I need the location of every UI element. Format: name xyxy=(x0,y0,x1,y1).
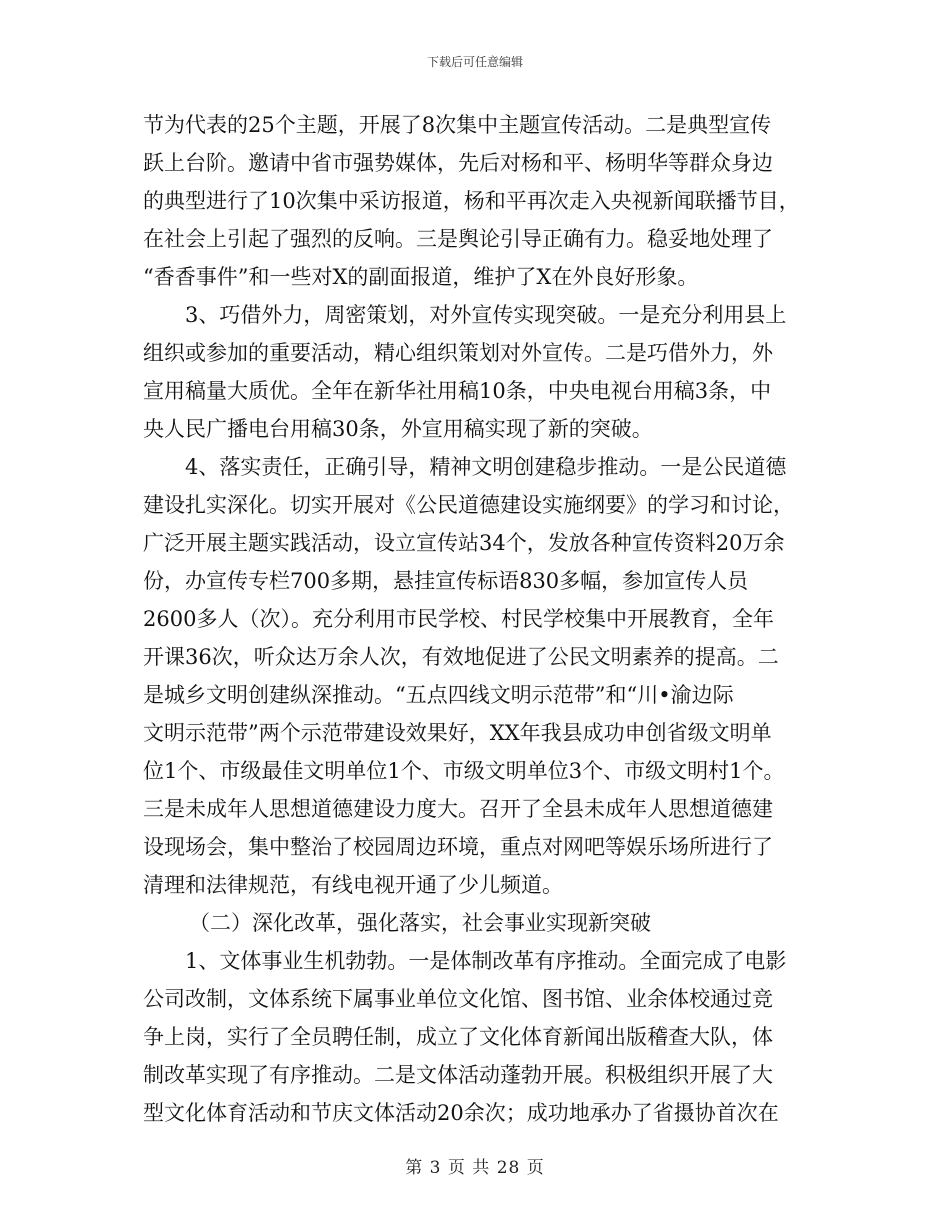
text-line: 的典型进行了10次集中采访报道，杨和平再次走入央视新闻联播节目， xyxy=(143,189,800,213)
text-line: 公司改制，文体系统下属事业单位文化馆、图书馆、业余体校通过竞 xyxy=(143,987,773,1011)
text-line: 建设扎实深化。切实开展对《公民道德建设实施纲要》的学习和讨论， xyxy=(143,493,794,517)
text-line: 争上岗，实行了全员聘任制，成立了文化体育新闻出版稽查大队，体 xyxy=(143,1025,773,1049)
text-line: 份，办宣传专栏700多期，悬挂宣传标语830多幅，参加宣传人员 xyxy=(143,569,749,593)
text-line: 宣用稿量大质优。全年在新华社用稿10条，中央电视台用稿3条，中 xyxy=(143,379,772,403)
page-header-note: 下载后可任意编辑 xyxy=(426,55,523,69)
paragraph-start-line: 1、文体事业生机勃勃。一是体制改革有序推动。全面完成了电影 xyxy=(185,949,787,973)
text-line: 位1个、市级最佳文明单位1个、市级文明单位3个、市级文明村1个。 xyxy=(143,759,785,783)
text-line: 三是未成年人思想道德建设力度大。召开了全县未成年人思想道德建 xyxy=(143,797,773,821)
text-line: 广泛开展主题实践活动，设立宣传站34个，发放各种宣传资料20万余 xyxy=(143,531,785,555)
text-line: 跃上台阶。邀请中省市强势媒体，先后对杨和平、杨明华等群众身边 xyxy=(143,151,773,175)
text-line: 是城乡文明创建纵深推动。“五点四线文明示范带”和“川•渝边际 xyxy=(143,683,734,707)
page-number: 第 3 页 共 28 页 xyxy=(405,1158,545,1178)
text-line: 开课36次，听众达万余人次，有效地促进了公民文明素养的提高。二 xyxy=(143,645,779,669)
text-line: 设现场会，集中整治了校园周边环境，重点对网吧等娱乐场所进行了 xyxy=(143,835,773,859)
text-line: 组织或参加的重要活动，精心组织策划对外宣传。二是巧借外力，外 xyxy=(143,341,773,365)
text-line: 央人民广播电台用稿30条，外宣用稿实现了新的突破。 xyxy=(143,417,653,441)
text-line: 节为代表的25个主题，开展了8次集中主题宣传活动。二是典型宣传 xyxy=(143,113,772,137)
text-line: “香香事件”和一些对X的副面报道，维护了X在外良好形象。 xyxy=(143,265,699,289)
text-line: 文明示范带”两个示范带建设效果好，XX年我县成功申创省级文明单 xyxy=(143,721,772,745)
paragraph-start-line: 3、巧借外力，周密策划，对外宣传实现突破。一是充分利用县上 xyxy=(185,303,787,327)
text-line: 在社会上引起了强烈的反响。三是舆论引导正确有力。稳妥地处理了 xyxy=(143,227,773,251)
text-line: 型文化体育活动和节庆文体活动20余次；成功地承办了省摄协首次在 xyxy=(143,1101,779,1125)
text-line: 清理和法律规范，有线电视开通了少儿频道。 xyxy=(143,873,563,897)
section-heading: （二）深化改革，强化落实，社会事业实现新突破 xyxy=(189,911,651,935)
paragraph-start-line: 4、落实责任，正确引导，精神文明创建稳步推动。一是公民道德 xyxy=(185,455,787,479)
text-line: 制改革实现了有序推动。二是文体活动蓬勃开展。积极组织开展了大 xyxy=(143,1063,773,1087)
document-body xyxy=(143,106,833,1132)
text-line: 2600多人（次）。充分利用市民学校、村民学校集中开展教育，全年 xyxy=(143,607,774,631)
